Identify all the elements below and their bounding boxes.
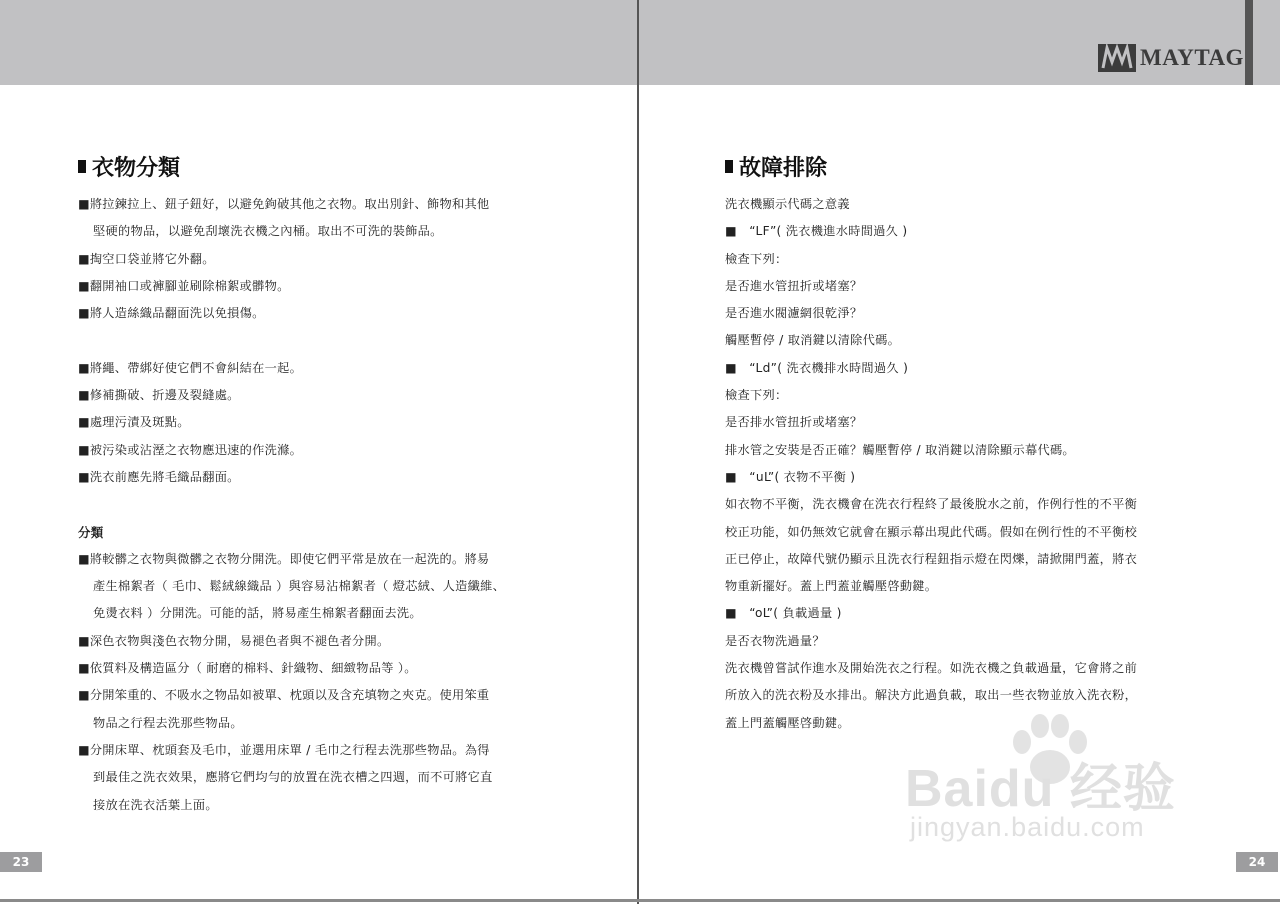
text-line: ■將人造絲織品翻面洗以免損傷。	[78, 306, 265, 321]
spacer	[78, 491, 558, 518]
text-line: 接放在洗衣活葉上面。	[93, 797, 218, 812]
heading-square-icon	[78, 160, 86, 173]
watermark-text: Baidu 经验	[905, 760, 1176, 818]
text-line: 洗衣機顯示代碼之意義	[725, 197, 850, 211]
maytag-logo-icon	[1096, 40, 1138, 76]
watermark-url: jingyan.baidu.com	[910, 812, 1145, 842]
left-page-content	[78, 150, 558, 819]
text-line: ■洗衣前應先將毛織品翻面。	[78, 469, 240, 484]
text-line: ■修補撕破、折邊及裂縫處。	[78, 388, 240, 403]
text-line: 到最佳之洗衣效果，應將它們均勻的放置在洗衣槽之四週，而不可將它直	[93, 770, 493, 785]
text-line: 產生棉絮者（ 毛巾、鬆絨線織品 ）與容易沾棉絮者（ 燈芯絨、人造纖維、	[93, 579, 506, 594]
spacer	[78, 327, 558, 354]
page-number-left: 23	[0, 852, 42, 872]
text-line: 免燙衣料 ）分開洗。可能的話，將易產生棉絮者翻面去洗。	[93, 606, 422, 621]
code-heading-lf: ■ “LF”( 洗衣機進水時間過久 )	[725, 224, 908, 239]
text-line: ■依質料及構造區分（ 耐磨的棉料、針織物、細緻物品等 ）。	[78, 661, 417, 676]
text-line: ■深色衣物與淺色衣物分開，易褪色者與不褪色者分開。	[78, 633, 390, 648]
text-line: ■將繩、帶綁好使它們不會糾結在一起。	[78, 360, 303, 375]
code-heading-ld: ■ “Ld”( 洗衣機排水時間過久 )	[725, 360, 909, 375]
subsection-heading: 分類	[78, 524, 104, 540]
book-spine	[637, 0, 639, 904]
text-line: ■將較髒之衣物與微髒之衣物分開洗。即使它們平常是放在一起洗的。將易	[78, 551, 490, 566]
baidu-watermark	[905, 712, 1205, 852]
bottom-rule	[0, 899, 1280, 902]
section-heading-sort	[78, 150, 558, 182]
text-line: 觸壓暫停 / 取消鍵以清除代碼。	[725, 333, 901, 348]
text-line: 蓋上門蓋觸壓啓動鍵。	[725, 715, 850, 730]
text-line: ■翻開袖口或褲腳並刷除棉絮或髒物。	[78, 278, 290, 293]
text-line: 物重新擺好。蓋上門蓋並觸壓啓動鍵。	[725, 579, 938, 594]
text-line: 檢查下列：	[725, 251, 788, 266]
text-line: ■分開笨重的、不吸水之物品如被單、枕頭以及含充填物之夾克。使用笨重	[78, 688, 490, 703]
heading-square-icon	[725, 160, 733, 173]
text-line: 檢查下列：	[725, 388, 788, 403]
text-line: 是否衣物洗過量？	[725, 633, 825, 648]
text-line: 堅硬的物品，以避免刮壞洗衣機之內桶。取出不可洗的裝飾品。	[93, 224, 443, 239]
text-line: 是否進水閥濾網很乾淨？	[725, 306, 863, 321]
right-page-content	[725, 150, 1205, 737]
text-line: 洗衣機曾嘗試作進水及開始洗衣之行程。如洗衣機之負載過量，它會將之前	[725, 661, 1138, 676]
text-line: ■分開床單、枕頭套及毛巾，並選用床單 / 毛巾之行程去洗那些物品。為得	[78, 742, 490, 757]
text-line: ■被污染或沾溼之衣物應迅速的作洗滌。	[78, 442, 303, 457]
text-line: 校正功能，如仍無效它就會在顯示幕出現此代碼。假如在例行性的不平衡校	[725, 524, 1138, 539]
text-line: 是否排水管扭折或堵塞？	[725, 415, 863, 430]
text-line: 如衣物不平衡，洗衣機會在洗衣行程終了最後脫水之前，作例行性的不平衡	[725, 497, 1138, 512]
page-edge-bar	[1245, 0, 1253, 85]
text-line: 所放入的洗衣粉及水排出。解決方此過負載，取出一些衣物並放入洗衣粉，	[725, 688, 1138, 703]
code-heading-ol: ■ “oL”( 負載過量 )	[725, 606, 842, 621]
logo-text: MAYTAG	[1140, 45, 1244, 70]
maytag-logo	[1096, 40, 1244, 76]
text-line: 是否進水管扭折或堵塞？	[725, 278, 863, 293]
section-title: 衣物分類	[92, 155, 181, 181]
text-line: ■處理污漬及斑點。	[78, 415, 190, 430]
header-band-left	[0, 0, 637, 85]
text-line: ■將拉鍊拉上、鈕子鈕好，以避免鉤破其他之衣物。取出別針、飾物和其他	[78, 197, 490, 211]
page-number-right: 24	[1236, 852, 1278, 872]
text-line: 物品之行程去洗那些物品。	[93, 715, 243, 730]
text-line: 排水管之安裝是否正確？觸壓暫停 / 取消鍵以清除顯示幕代碼。	[725, 442, 1075, 457]
section-title: 故障排除	[739, 155, 828, 181]
section-heading-troubleshooting	[725, 150, 1205, 182]
text-line: ■掏空口袋並將它外翻。	[78, 251, 215, 266]
code-heading-ul: ■ “uL”( 衣物不平衡 )	[725, 469, 856, 484]
text-line: 正已停止，故障代號仍顯示且洗衣行程鈕指示燈在閃爍，請掀開門蓋，將衣	[725, 551, 1138, 566]
